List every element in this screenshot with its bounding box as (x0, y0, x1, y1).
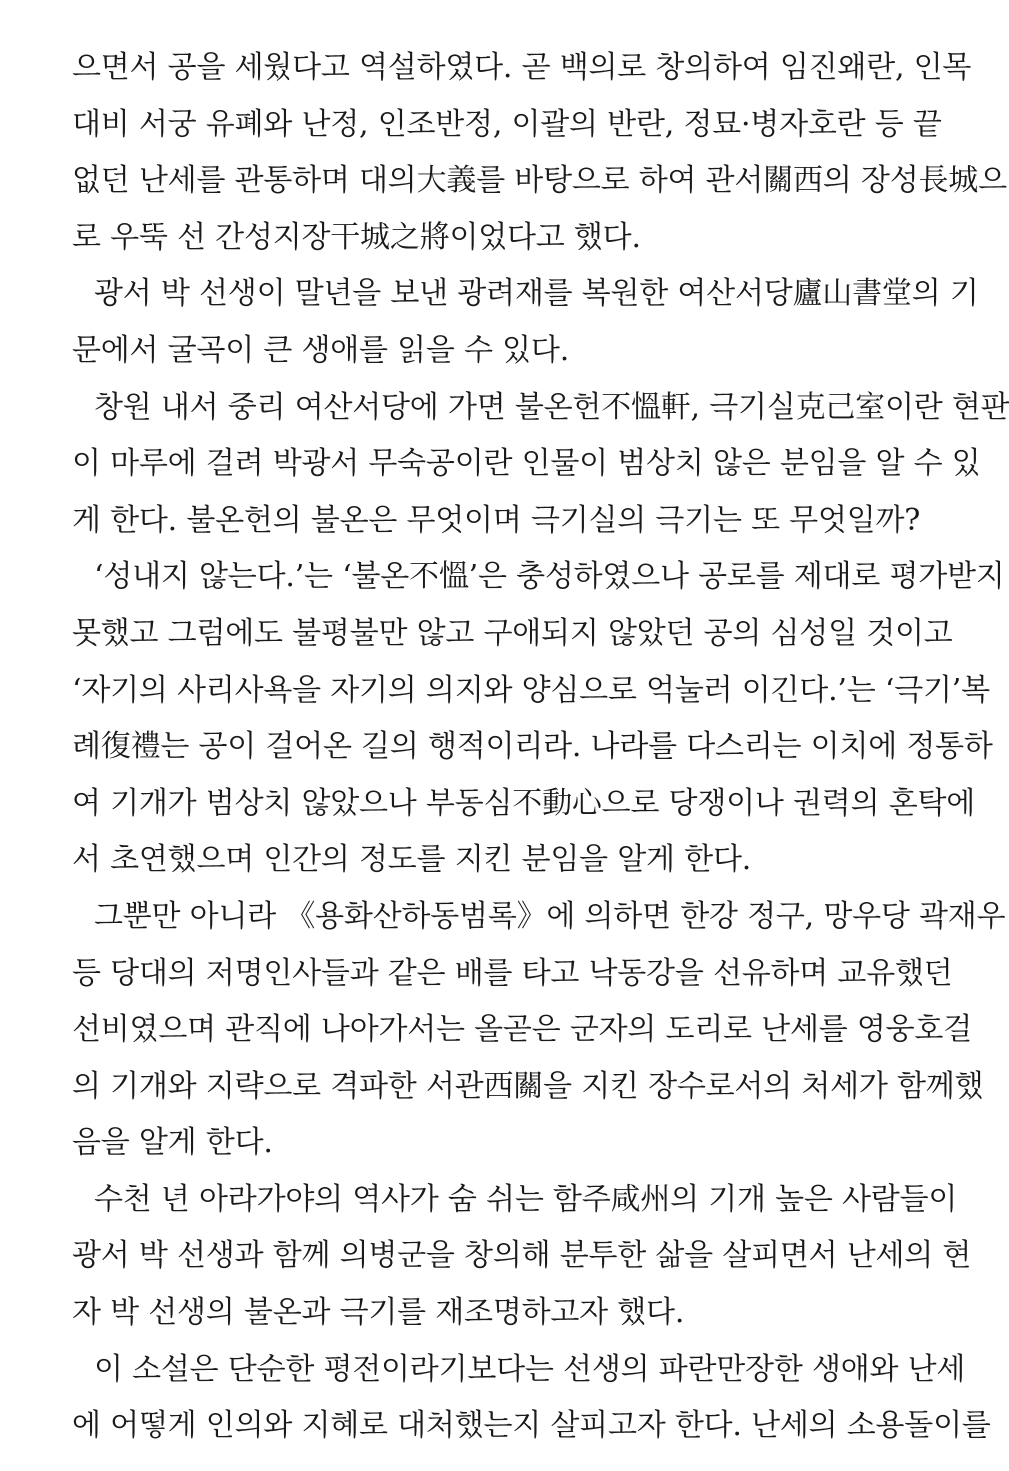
paragraph (72, 549, 1005, 889)
text-line: 이 소설은 단순한 평전이라기보다는 선생의 파란만장한 생애와 난세 (94, 1351, 966, 1387)
text-line: 에 어떻게 인의와 지혜로 대처했는지 살피고자 한다. 난세의 소용돌이를 (72, 1408, 991, 1444)
text-line: 문에서 굴곡이 큰 생애를 읽을 수 있다. (72, 332, 570, 368)
text-line: 그뿐만 아니라 《용화산하동범록》에 의하면 한강 정구, 망우당 곽재우 (94, 898, 1006, 934)
paragraph (72, 1342, 991, 1455)
paragraph (72, 889, 1006, 1172)
text-line: 이 마루에 걸려 박광서 무숙공이란 인물이 범상치 않은 분임을 알 수 있 (72, 446, 981, 482)
text-line: 대비 서궁 유폐와 난정, 인조반정, 이괄의 반란, 정묘·병자호란 등 끝 (72, 106, 942, 142)
text-line: 의 기개와 지략으로 격파한 서관西關을 지킨 장수로서의 처세가 함께했 (72, 1068, 984, 1104)
text-line: 없던 난세를 관통하며 대의大義를 바탕으로 하여 관서關西의 장성長城으 (72, 163, 1007, 199)
paragraph (72, 380, 1009, 550)
paragraph (72, 1172, 972, 1342)
text-line: ‘성내지 않는다.’는 ‘불온不慍’은 충성하였으나 공로를 제대로 평가받지 (94, 559, 1005, 595)
text-line: 여 기개가 범상치 않았으나 부동심不動心으로 당쟁이나 권력의 혼탁에 (72, 785, 976, 821)
text-line: 로 우뚝 선 간성지장干城之將이었다고 했다. (72, 219, 641, 255)
text-line: 광서 박 선생과 함께 의병군을 창의해 분투한 삶을 살피면서 난세의 현 (72, 1238, 972, 1274)
text-line: 으면서 공을 세웠다고 역설하였다. 곧 백의로 창의하여 임진왜란, 인목 (72, 50, 972, 85)
text-line: ‘자기의 사리사욕을 자기의 의지와 양심으로 억눌러 이긴다.’는 ‘극기’복 (72, 672, 990, 708)
text-line: 서 초연했으며 인간의 정도를 지킨 분임을 알게 한다. (72, 842, 752, 878)
text-line: 선비였으며 관직에 나아가서는 올곧은 군자의 도리로 난세를 영웅호걸 (72, 1012, 972, 1048)
text-line: 등 당대의 저명인사들과 같은 배를 타고 낙동강을 선유하며 교유했던 (72, 955, 953, 991)
text-line: 창원 내서 중리 여산서당에 가면 불온헌不慍軒, 극기실克己室이란 현판 (94, 389, 1009, 425)
text-line: 못했고 그럼에도 불평불만 않고 구애되지 않았던 공의 심성일 것이고 (72, 615, 953, 651)
paragraph (72, 40, 1007, 266)
text-line: 수천 년 아라가야의 역사가 숨 쉬는 함주咸州의 기개 높은 사람들이 (94, 1181, 958, 1217)
text-line: 게 한다. 불온헌의 불온은 무엇이며 극기실의 극기는 또 무엇일까? (72, 502, 921, 538)
body-text (72, 40, 1009, 1455)
paragraph (72, 266, 979, 379)
text-line: 음을 알게 한다. (72, 1125, 273, 1161)
text-line: 광서 박 선생이 말년을 보낸 광려재를 복원한 여산서당廬山書堂의 기 (94, 276, 979, 312)
text-line: 자 박 선생의 불온과 극기를 재조명하고자 했다. (72, 1295, 685, 1331)
text-line: 례復禮는 공이 걸어온 길의 행적이리라. 나라를 다스리는 이치에 정통하 (72, 729, 993, 765)
